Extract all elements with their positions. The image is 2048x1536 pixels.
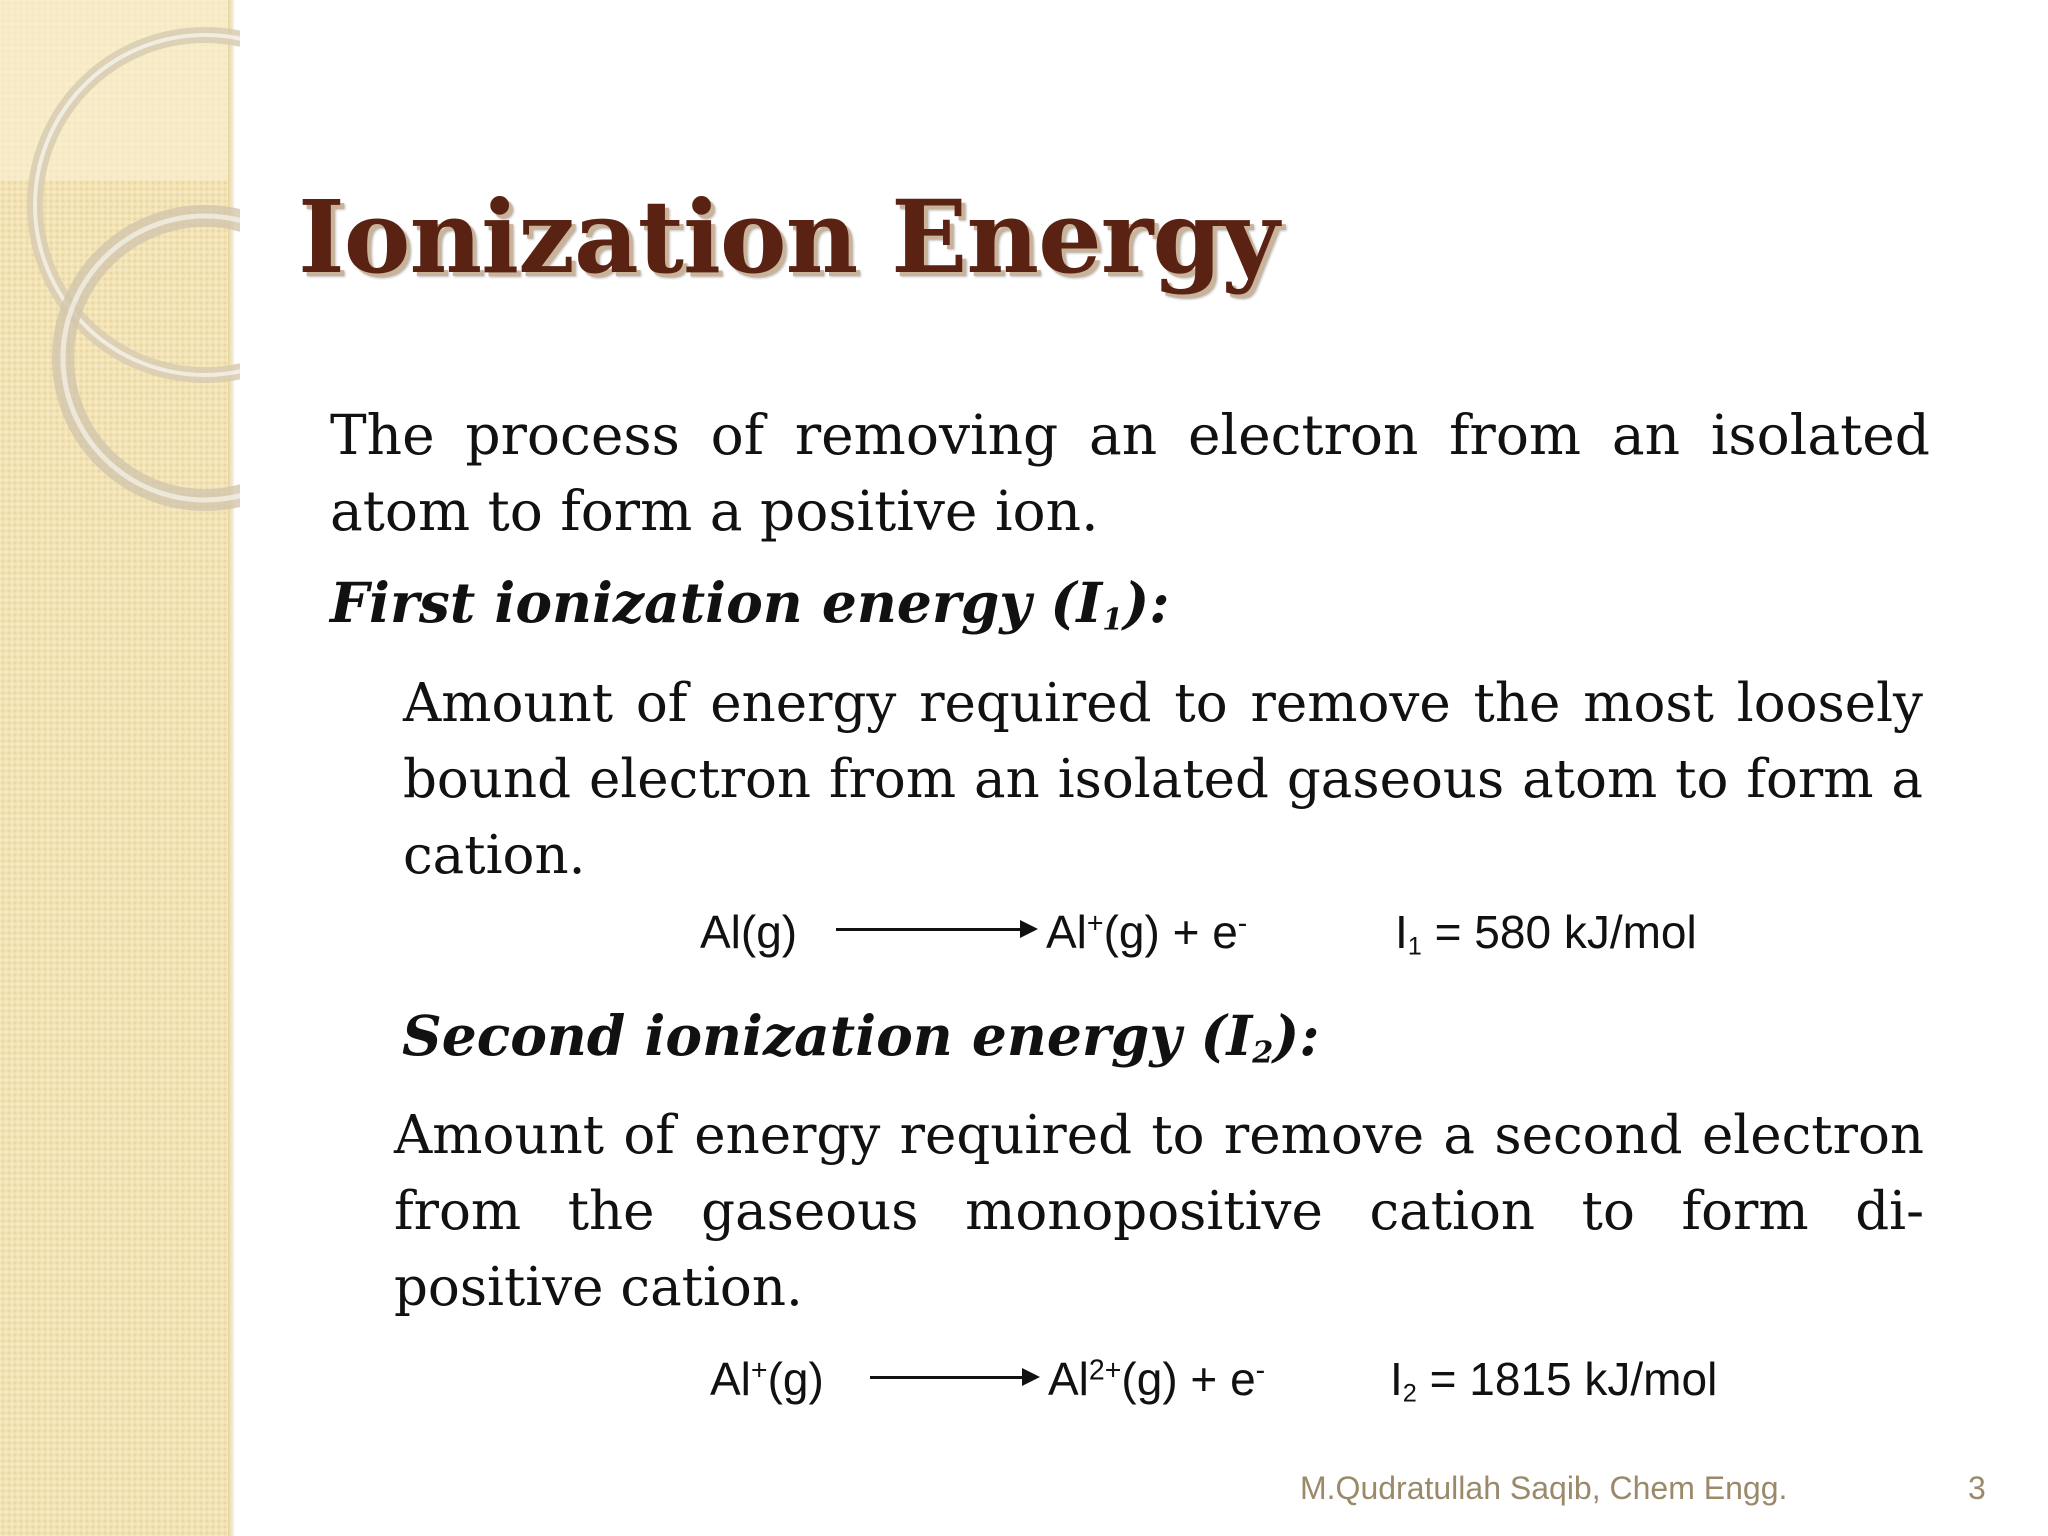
first-heading-text: First ionization energy (I — [330, 570, 1103, 635]
first-ionization-heading — [330, 570, 1170, 638]
eq1-product-rest: (g) + e — [1103, 906, 1238, 958]
eq2-product-base: Al — [1048, 1353, 1089, 1405]
eq2-product-rest: (g) + e — [1121, 1353, 1256, 1405]
eq2-product-charge: 2+ — [1088, 1354, 1122, 1387]
eq1-product-charge: + — [1086, 907, 1104, 940]
second-heading-text: Second ionization energy (I — [402, 1003, 1253, 1068]
eq2-reactant — [710, 1352, 824, 1406]
eq1-energy — [1395, 905, 1697, 961]
eq2-energy-subscript: 2 — [1402, 1379, 1417, 1408]
eq2-energy-value: = 1815 kJ/mol — [1416, 1353, 1718, 1405]
footer-author: M.Qudratullah Saqib, Chem Engg. — [1300, 1470, 1788, 1506]
eq1-energy-value: = 580 kJ/mol — [1421, 906, 1697, 958]
eq2-energy-symbol: I — [1390, 1353, 1403, 1405]
eq2-electron-charge: - — [1255, 1354, 1266, 1387]
second-ionization-heading — [402, 1003, 1320, 1071]
first-heading-subscript: 1 — [1102, 602, 1124, 638]
eq2-reactant-base: Al — [710, 1353, 751, 1405]
eq1-energy-subscript: 1 — [1407, 932, 1422, 961]
slide-number: 3 — [1968, 1470, 1986, 1506]
intro-paragraph: The process of removing an electron from an isolated atom to form a positive ion. — [330, 403, 1930, 543]
eq1-energy-symbol: I — [1395, 906, 1408, 958]
eq1-electron-charge: - — [1237, 907, 1248, 940]
eq2-product — [1048, 1352, 1265, 1406]
second-heading-suffix: ): — [1273, 1003, 1320, 1068]
eq1-arrow — [836, 928, 1034, 931]
eq2-reactant-charge: + — [750, 1354, 768, 1387]
eq1-reactant: Al(g) — [700, 906, 798, 958]
second-heading-subscript: 2 — [1252, 1035, 1274, 1071]
second-ionization-definition: Amount of energy required to remove a second electron from the gaseous monopositive cation to form di-positive cation. — [394, 1105, 1924, 1318]
eq2-reactant-rest: (g) — [767, 1353, 824, 1405]
slide-title: Ionization Energy — [298, 178, 1279, 296]
eq1-product-base: Al — [1046, 906, 1087, 958]
eq2-energy — [1390, 1352, 1717, 1408]
first-ionization-definition: Amount of energy required to remove the most loosely bound electron from an isolated gaseous atom to form a cation. — [403, 673, 1923, 886]
first-heading-suffix: ): — [1123, 570, 1170, 635]
eq1-product — [1046, 905, 1247, 959]
eq2-arrow — [870, 1376, 1036, 1379]
